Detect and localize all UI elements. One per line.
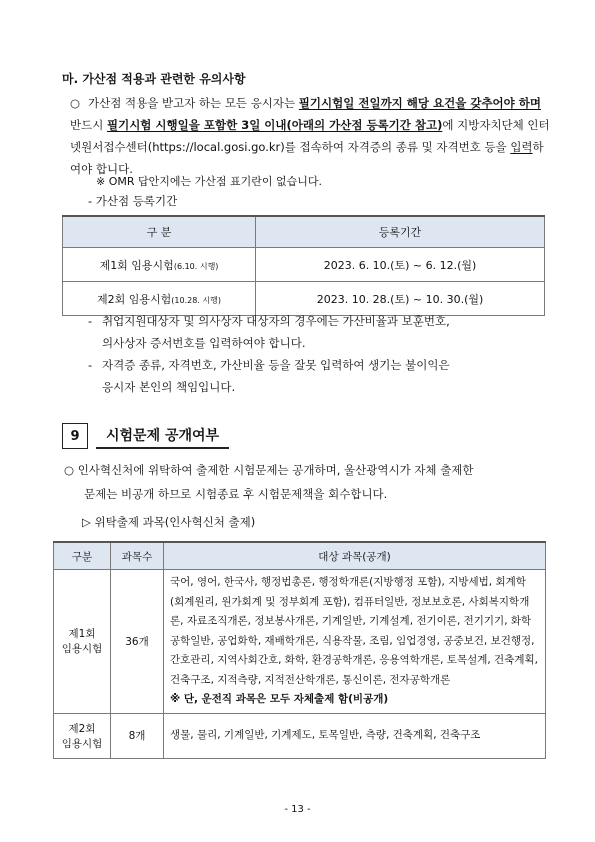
subject-table	[53, 541, 546, 759]
disclosure-line: ○ 인사혁신처에 위탁하여 출제한 시험문제는 공개하며, 울산광역시가 자체 출제한	[64, 463, 474, 477]
notice-text-4: 하여야 합니다.	[70, 140, 544, 176]
subject-count: 8개	[111, 713, 164, 758]
exam-date-note: (10.28. 시행)	[171, 295, 221, 305]
section-title: 마. 가산점 적용과 관련한 유의사항	[62, 72, 246, 86]
section-heading: 시험문제 공개여부	[96, 423, 229, 449]
col-header-subjects: 대상 과목(공개)	[164, 542, 546, 570]
page-number: - 13 -	[284, 804, 311, 815]
col-header-count: 과목수	[111, 542, 164, 570]
disclosure-paragraph	[64, 458, 549, 506]
registration-period: 2023. 6. 10.(토) ~ 6. 12.(월)	[256, 248, 545, 282]
notice-paragraph	[70, 92, 550, 180]
exam-name: 제1회 임용시험	[54, 570, 111, 714]
subject-count: 36개	[111, 570, 164, 714]
subject-list: 국어, 영어, 한국사, 행정법총론, 행정학개론(지방행정 포함), 지방세법, 회계학(회계원리, 원가회계 및 정부회계 포함), 컴퓨터일반, 정보보호론, 사회복지학개론, 자료조직개론, 정보봉사개론, 기계일반, 기계설계, 전기이론, 전기기기, 화학공학일반, 공업화학, 재배학개론, 식용작물, 조림, 임업경영, 공중보건, 보건행정, 간호관리, 지역사회간호, 화학, 환경공학개론, 응용역학개론, 토목설계, 건축계획, 건축구조, 지적측량, 지적전산학개론, 통신이론, 전자공학개론 ※ 단, 운전직 과목은 모두 자체출제 함(비공개)	[164, 570, 546, 714]
table-row	[63, 248, 545, 282]
circle-bullet: ○	[70, 96, 81, 110]
col-header-category: 구 분	[63, 216, 256, 248]
dash-item-line: 자격증 종류, 자격번호, 가산비율 등을 잘못 입력하여 생기는 불이익은	[102, 358, 450, 372]
exam-name: 제2회 임용시험	[54, 713, 111, 758]
registration-label: - 가산점 등록기간	[88, 194, 178, 208]
exam-date-note: (6.10. 시행)	[173, 261, 219, 271]
disclosure-line: 문제는 비공개 하므로 시험종료 후 시험문제책을 회수합니다.	[84, 487, 388, 501]
registration-table	[62, 215, 545, 316]
omr-note: ※ OMR 답안지에는 가산점 표기란이 없습니다.	[96, 175, 323, 188]
notice-emphasis-2: 필기시험 시행일을 포함한 3일 이내(아래의 가산점 등록기간 참고)	[106, 118, 443, 132]
notice-underline: 입력	[510, 140, 533, 154]
subject-note: ※ 단, 운전직 과목은 모두 자체출제 함(비공개)	[170, 693, 389, 705]
dash-item-line: 응시자 본인의 책임입니다.	[102, 380, 236, 394]
dash-item: - 자격증 종류, 자격번호, 가산비율 등을 잘못 입력하여 생기는 불이익은 응시자 본인의 책임입니다.	[88, 354, 548, 398]
notice-text-3: 에 지방자치단체 인터넷원서접수센터(https://local.gosi.go.kr)를 접속하여 자격증의 종류 및 자격번호 등을	[70, 118, 550, 154]
dash-item-line: 의사상자 증서번호를 입력하여야 합니다.	[102, 336, 306, 350]
col-header-period: 등록기간	[256, 216, 545, 248]
notice-text-1: 가산점 적용을 받고자 하는 모든 응시자는	[88, 96, 299, 110]
section-number-box: 9	[62, 423, 88, 449]
table-row	[54, 570, 546, 714]
subject-list: 생물, 물리, 기계일반, 기계제도, 토목일반, 측량, 건축계획, 건축구조	[164, 713, 546, 758]
col-header-category: 구분	[54, 542, 111, 570]
notice-text-2: 반드시	[70, 118, 107, 132]
exam-name: 제2회 임용시험(10.28. 시행)	[63, 282, 256, 316]
exam-name: 제1회 임용시험(6.10. 시행)	[63, 248, 256, 282]
table-row	[54, 713, 546, 758]
registration-period: 2023. 10. 28.(토) ~ 10. 30.(월)	[256, 282, 545, 316]
notice-emphasis-1: 필기시험일 전일까지 해당 요건을 갖추어야 하며	[298, 96, 541, 110]
subject-label: ▷ 위탁출제 과목(인사혁신처 출제)	[82, 515, 256, 529]
dash-item-line: 취업지원대상자 및 의사상자 대상자의 경우에는 가산비율과 보훈번호,	[102, 314, 450, 328]
dash-item: - 취업지원대상자 및 의사상자 대상자의 경우에는 가산비율과 보훈번호, 의사상자 증서번호를 입력하여야 합니다.	[88, 310, 548, 354]
